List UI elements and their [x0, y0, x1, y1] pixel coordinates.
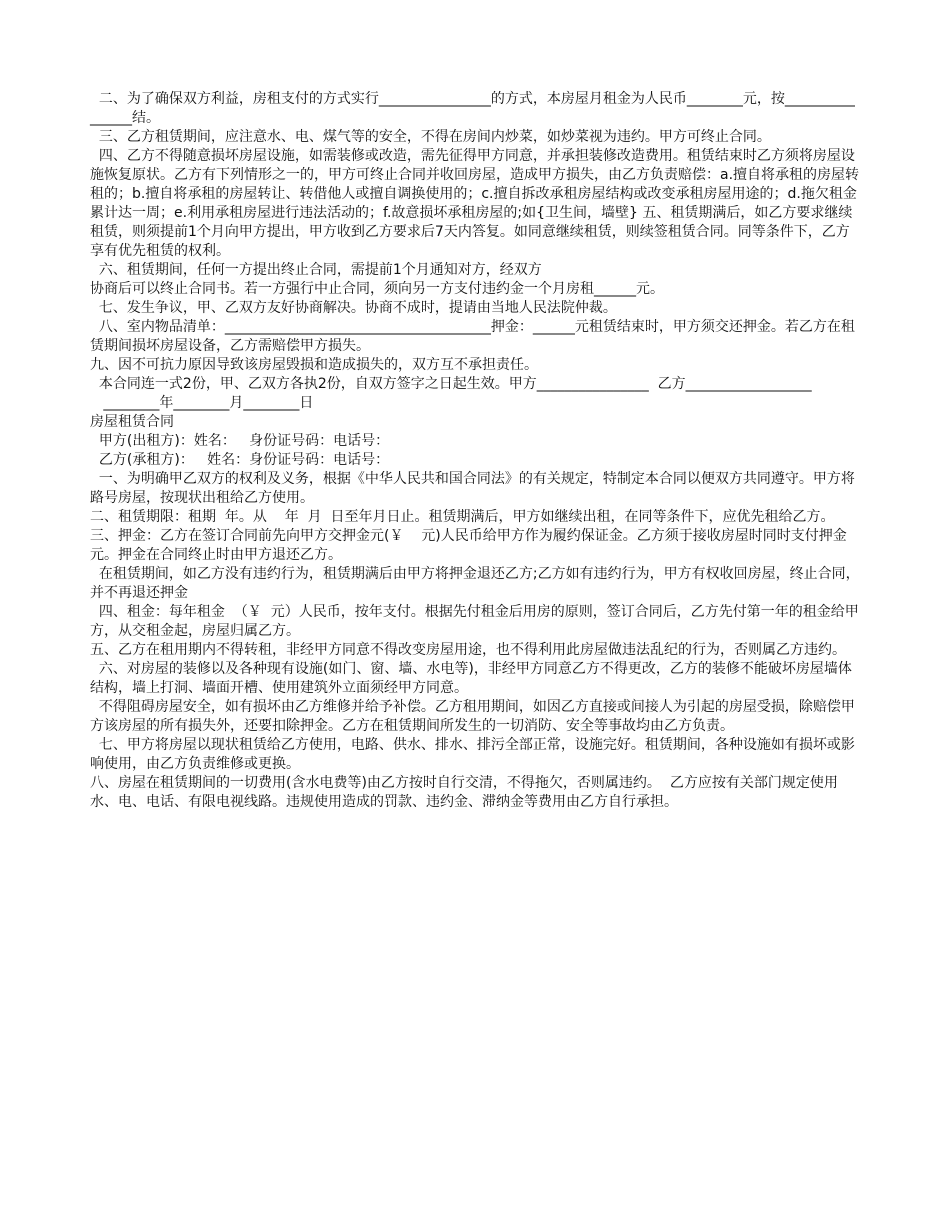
clause-7: 七、甲方将房屋以现状租赁给乙方使用，电路、供水、排水、排污全部正常，设施完好。租赁期间，各种设施如有损坏或影响使用，由乙方负责维修或更换。	[90, 737, 855, 772]
clause-8: 八、房屋在租赁期间的一切费用(含水电费等)由乙方按时自行交清，不得拖欠，否则属违约。 乙方应按有关部门规定使用水、电、电话、有限电视线路。违规使用造成的罚款、违约金、滞纳金等费用由乙方自行承担。	[90, 775, 838, 810]
clause-6-cont: 不得阻碍房屋安全，如有损坏由乙方维修并给予补偿。乙方租用期间，如因乙方直接或间接人为引起的房屋受损，除赔偿甲方该房屋的所有损失外，还要扣除押金。乙方在租赁期间所发生的一切消防、安全等事故均由乙方负责。	[90, 699, 855, 734]
party-b: 乙方(承租方)： 姓名：身份证号码：电话号：	[90, 452, 390, 468]
paragraph-termination: 六、租赁期间，任何一方提出终止合同，需提前1个月通知对方，经双方	[90, 262, 542, 278]
paragraph-safety: 三、乙方租赁期间，应注意水、电、煤气等的安全，不得在房间内炒菜，如炒菜视为违约。甲方可终止合同。	[90, 129, 771, 145]
paragraph-force-majeure: 九、因不可抗力原因导致该房屋毁损和造成损失的，双方互不承担责任。	[90, 357, 538, 373]
clause-3-cont: 在租赁期间，如乙方没有违约行为，租赁期满后由甲方将押金退还乙方;乙方如有违约行为，甲方有权收回房屋，终止合同，并不再退还押金	[90, 566, 860, 601]
clause-1: 一、为明确甲乙双方的权利及义务，根据《中华人民共和国合同法》的有关规定，特制定本合同以便双方共同遵守。甲方将 路号房屋，按现状出租给乙方使用。	[90, 471, 864, 506]
paragraph-rent-payment: 二、为了确保双方利益，房租支付的方式实行________________的方式，本房屋月租金为人民币________元，按________________结。	[90, 91, 855, 126]
paragraph-signatures: 本合同连一式2份，甲、乙双方各执2份，自双方签字之日起生效。甲方________________ 乙方__________________	[90, 376, 812, 392]
paragraph-dispute: 七、发生争议，甲、乙双方友好协商解决。协商不成时，提请由当地人民法院仲裁。	[90, 300, 617, 316]
document-title: 房屋租赁合同	[90, 414, 174, 430]
paragraph-facilities: 四、乙方不得随意损坏房屋设施，如需装修或改造，需先征得甲方同意，并承担装修改造费用。租赁结束时乙方须将房屋设施恢复原状。乙方有下列情形之一的，甲方可终止合同并收回房屋，造成甲方损失，由乙方负责赔偿：a.擅自将承租的房屋转租的；b.擅自将承租的房屋转让、转借他人或擅自调换使用的；c.擅自拆改承租房屋结构或改变承租房屋用途的；d.拖欠租金累计达一周；e.利用承租房屋进行违法活动的；f.故意损坏承租房屋的;如{卫生间，墙壁} 五、租赁期满后，如乙方要求继续租赁，则须提前1个月向甲方提出，甲方收到乙方要求后7天内答复。如同意继续租赁，则续签租赁合同。同等条件下，乙方享有优先租赁的权利。	[90, 148, 860, 259]
party-a: 甲方(出租方)：姓名： 身份证号码：电话号：	[90, 433, 390, 449]
document-body	[90, 90, 864, 812]
paragraph-termination-cont: 协商后可以终止合同书。若一方强行中止合同，须向另一方支付违约金一个月房租______元。	[90, 281, 664, 297]
clause-3: 三、押金：乙方在签订合同前先向甲方交押金元(￥ 元)人民币给甲方作为履约保证金。乙方须于接收房屋时同时支付押金 元。押金在合同终止时由甲方退还乙方。	[90, 528, 856, 563]
clause-2: 二、租赁期限：租期 年。从 年 月 日至年月日止。租赁期满后，甲方如继续出租，在同等条件下，应优先租给乙方。	[90, 509, 835, 525]
paragraph-date: ________年________月________日	[90, 395, 314, 411]
clause-5: 五、乙方在租用期内不得转租，非经甲方同意不得改变房屋用途，也不得利用此房屋做违法乱纪的行为，否则属乙方违约。	[90, 642, 846, 658]
clause-6: 六、对房屋的装修以及各种现有设施(如门、窗、墙、水电等)，非经甲方同意乙方不得更改，乙方的装修不能破坏房屋墙体结构，墙上打洞、墙面开槽、使用建筑外立面须经甲方同意。	[90, 661, 852, 696]
paragraph-inventory: 八、室内物品清单：______________________________________押金：______元租赁结束时，甲方须交还押金。若乙方在租赁期间损坏房屋设备，乙方需赔偿甲方损失。	[90, 319, 855, 354]
clause-4: 四、租金：每年租金 （￥ 元）人民币，按年支付。根据先付租金后用房的原则，签订合同后，乙方先付第一年的租金给甲方，从交租金起，房屋归属乙方。	[90, 604, 859, 639]
